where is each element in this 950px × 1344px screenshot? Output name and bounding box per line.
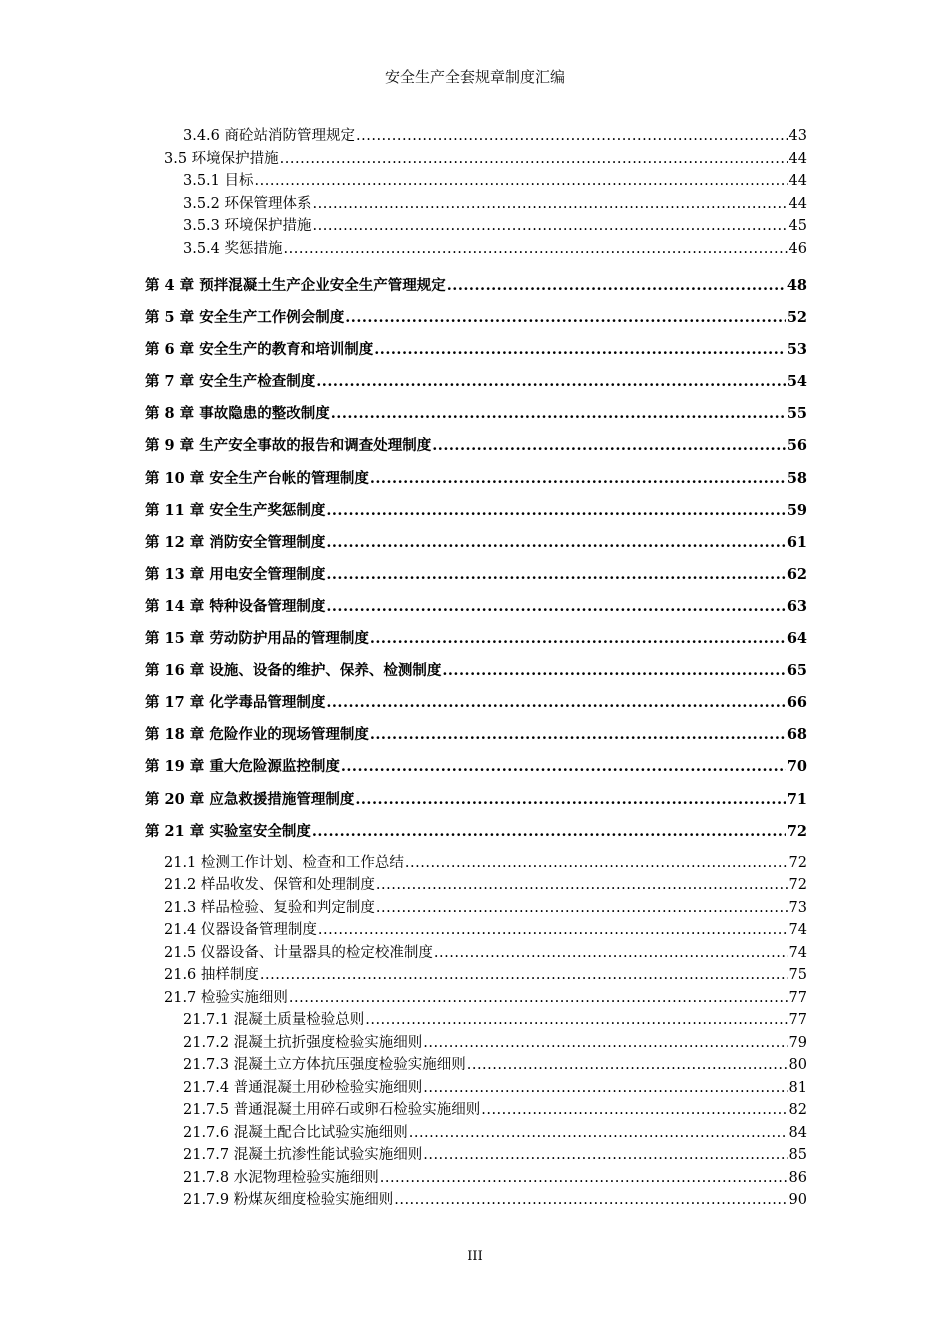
toc-dot-leader [423,1144,787,1167]
toc-entry-page: 44 [788,173,807,189]
toc-entry-title: 3.5.1 目标 [183,173,254,189]
toc-section-entry[interactable] [145,1009,807,1032]
toc-entry-title: 3.5.2 环保管理体系 [183,195,312,212]
toc-dot-leader [316,366,786,398]
toc-entry-page: 68 [786,726,807,744]
toc-entry-title: 3.5 环境保护措施 [164,150,279,167]
toc-entry-title: 21.2 样品收发、保管和处理制度 [164,877,375,894]
toc-entry-page: 44 [788,150,807,167]
toc-entry-page: 56 [786,437,807,455]
toc-entry-title: 3.4.6 商砼站消防管理规定 [183,128,356,144]
toc-entry-title: 21.7.8 水泥物理检验实施细则 [183,1169,379,1186]
toc-section-entry[interactable] [145,964,807,987]
toc-chapter-entry[interactable] [145,559,807,591]
toc-entry-page: 79 [788,1034,807,1051]
toc-entry-title: 第 9 章 生产安全事故的报告和调查处理制度 [145,437,432,455]
toc-entry-title: 第 6 章 安全生产的教育和培训制度 [145,341,374,359]
toc-dot-leader [405,852,788,875]
toc-entry-title: 第 21 章 实验室安全制度 [145,822,311,840]
toc-section-entry[interactable] [145,897,807,920]
toc-entry-page: 44 [788,195,807,212]
toc-dot-leader [356,125,788,148]
toc-section-entry[interactable] [145,1122,807,1145]
toc-entry-title: 21.4 仪器设备管理制度 [164,922,317,939]
toc-dot-leader [326,559,785,591]
toc-entry-title: 21.7.5 普通混凝土用碎石或卵石检验实施细则 [183,1102,481,1119]
toc-dot-leader [255,170,788,193]
toc-entry-page: 45 [788,218,807,234]
toc-entry-page: 84 [788,1124,807,1141]
toc-entry-page: 74 [788,944,807,961]
toc-entry-page: 81 [788,1079,807,1096]
toc-dot-leader [341,751,786,783]
toc-entry-title: 第 18 章 危险作业的现场管理制度 [145,726,369,744]
toc-entry-page: 58 [786,469,807,487]
toc-dot-leader [374,334,786,366]
toc-section-entry[interactable] [145,148,807,171]
toc-dot-leader [284,238,788,261]
toc-section-entry[interactable] [145,987,807,1010]
toc-entry-title: 第 10 章 安全生产台帐的管理制度 [145,469,369,487]
toc-entry-page: 71 [786,790,807,808]
toc-entry-page: 43 [788,128,807,144]
toc-entry-title: 21.7.6 混凝土配合比试验实施细则 [183,1124,408,1141]
toc-dot-leader [423,1077,787,1100]
toc-entry-title: 3.5.3 环境保护措施 [183,218,312,234]
toc-entry-title: 3.5.4 奖惩措施 [183,240,283,257]
toc-dot-leader [394,1189,787,1212]
toc-entry-page: 73 [788,899,807,916]
toc-section-entry[interactable] [145,1099,807,1122]
toc-section-entry[interactable] [145,852,807,875]
toc-dot-leader [370,719,786,751]
toc-entry-title: 21.1 检测工作计划、检查和工作总结 [164,854,404,871]
toc-section-entry[interactable] [145,238,807,261]
toc-section-entry[interactable] [145,215,807,238]
toc-entry-title: 第 4 章 预拌混凝土生产企业安全生产管理规定 [145,277,446,294]
toc-entry-page: 72 [786,822,807,840]
toc-section-entry[interactable] [145,1054,807,1077]
toc-entry-page: 48 [786,277,807,294]
toc-entry-page: 80 [788,1057,807,1074]
toc-section-entry[interactable] [145,1077,807,1100]
toc-entry-title: 21.7.3 混凝土立方体抗压强度检验实施细则 [183,1057,466,1074]
toc-entry-title: 21.7.4 普通混凝土用砂检验实施细则 [183,1079,423,1096]
toc-entry-title: 第 15 章 劳动防护用品的管理制度 [145,630,369,648]
toc-dot-leader [365,1009,787,1032]
toc-dot-leader [326,687,785,719]
toc-entry-title: 第 19 章 重大危险源监控制度 [145,758,340,776]
toc-entry-title: 21.7 检验实施细则 [164,989,288,1006]
toc-dot-leader [312,816,786,848]
toc-entry-title: 第 13 章 用电安全管理制度 [145,565,326,583]
running-header: 安全生产全套规章制度汇编 [384,68,565,86]
table-of-contents [145,125,807,1212]
toc-dot-leader [355,784,785,816]
toc-entry-page: 52 [786,309,807,327]
toc-dot-leader [326,495,785,527]
toc-entry-page: 77 [788,989,807,1006]
toc-entry-title: 21.7.7 混凝土抗渗性能试验实施细则 [183,1147,423,1164]
toc-dot-leader [345,302,786,334]
toc-entry-title: 第 8 章 事故隐患的整改制度 [145,405,330,423]
toc-entry-page: 72 [788,877,807,894]
toc-entry-title: 第 5 章 安全生产工作例会制度 [145,309,345,327]
toc-entry-title: 21.6 抽样制度 [164,967,259,984]
toc-section-entry[interactable] [145,1167,807,1190]
toc-chapter-entry[interactable] [145,430,807,462]
toc-chapter-entry[interactable] [145,334,807,366]
toc-entry-page: 82 [788,1102,807,1119]
toc-chapter-entry[interactable] [145,527,807,559]
toc-entry-title: 21.5 仪器设备、计量器具的检定校准制度 [164,944,433,961]
toc-dot-leader [331,398,786,430]
toc-entry-title: 第 14 章 特种设备管理制度 [145,597,326,615]
toc-entry-title: 第 20 章 应急救援措施管理制度 [145,790,355,808]
toc-entry-page: 85 [788,1147,807,1164]
toc-dot-leader [434,942,788,965]
toc-chapter-entry[interactable] [145,655,807,687]
toc-entry-page: 54 [786,373,807,391]
toc-entry-page: 90 [788,1192,807,1209]
page-number: III [467,1249,483,1264]
toc-chapter-entry[interactable] [145,623,807,655]
toc-entry-page: 62 [786,565,807,583]
toc-entry-page: 64 [786,630,807,648]
toc-section-entry[interactable] [145,170,807,193]
toc-dot-leader [326,527,785,559]
toc-entry-title: 21.3 样品检验、复验和判定制度 [164,899,375,916]
toc-entry-page: 53 [786,341,807,359]
toc-dot-leader [318,919,788,942]
toc-section-entry[interactable] [145,919,807,942]
toc-dot-leader [423,1032,787,1055]
toc-chapter-entry[interactable] [145,784,807,816]
toc-dot-leader [370,463,786,495]
toc-chapter-entry[interactable] [145,302,807,334]
toc-chapter-entry[interactable] [145,495,807,527]
toc-entry-page: 59 [786,501,807,519]
toc-chapter-entry[interactable] [145,270,807,302]
toc-dot-leader [409,1122,788,1145]
toc-chapter-entry[interactable] [145,751,807,783]
toc-entry-title: 第 17 章 化学毒品管理制度 [145,694,326,712]
toc-entry-page: 75 [788,967,807,984]
toc-entry-page: 77 [788,1012,807,1029]
toc-section-entry[interactable] [145,874,807,897]
toc-dot-leader [442,655,785,687]
toc-entry-page: 55 [786,405,807,423]
toc-dot-leader [326,591,785,623]
toc-chapter-entry[interactable] [145,816,807,848]
toc-entry-page: 46 [788,240,807,257]
toc-entry-page: 65 [786,662,807,680]
toc-entry-page: 70 [786,758,807,776]
toc-entry-page: 72 [788,854,807,871]
toc-chapter-entry[interactable] [145,687,807,719]
toc-chapter-entry[interactable] [145,398,807,430]
toc-dot-leader [380,1167,788,1190]
toc-dot-leader [376,874,788,897]
toc-dot-leader [370,623,786,655]
toc-dot-leader [313,215,788,238]
toc-entry-page: 74 [788,922,807,939]
toc-entry-page: 86 [788,1169,807,1186]
toc-section-entry[interactable] [145,1189,807,1212]
toc-entry-page: 61 [786,533,807,551]
toc-dot-leader [260,964,788,987]
toc-entry-title: 21.7.9 粉煤灰细度检验实施细则 [183,1192,394,1209]
toc-entry-title: 第 12 章 消防安全管理制度 [145,533,326,551]
toc-section-entry[interactable] [145,193,807,216]
toc-dot-leader [447,270,786,302]
toc-chapter-entry[interactable] [145,719,807,751]
toc-dot-leader [432,430,786,462]
toc-section-entry[interactable] [145,942,807,965]
toc-chapter-entry[interactable] [145,463,807,495]
toc-dot-leader [313,193,788,216]
toc-section-entry[interactable] [145,1144,807,1167]
toc-dot-leader [280,148,788,171]
toc-dot-leader [289,987,788,1010]
toc-entry-title: 21.7.2 混凝土抗折强度检验实施细则 [183,1034,423,1051]
toc-entry-title: 第 7 章 安全生产检查制度 [145,373,316,391]
toc-section-entry[interactable] [145,1032,807,1055]
toc-entry-title: 21.7.1 混凝土质量检验总则 [183,1012,365,1029]
toc-dot-leader [376,897,788,920]
toc-entry-page: 66 [786,694,807,712]
toc-section-entry[interactable] [145,125,807,148]
toc-entry-title: 第 16 章 设施、设备的维护、保养、检测制度 [145,662,442,680]
toc-entry-page: 63 [786,597,807,615]
toc-chapter-entry[interactable] [145,591,807,623]
toc-dot-leader [467,1054,788,1077]
toc-chapter-entry[interactable] [145,366,807,398]
toc-dot-leader [481,1099,787,1122]
toc-entry-title: 第 11 章 安全生产奖惩制度 [145,501,326,519]
